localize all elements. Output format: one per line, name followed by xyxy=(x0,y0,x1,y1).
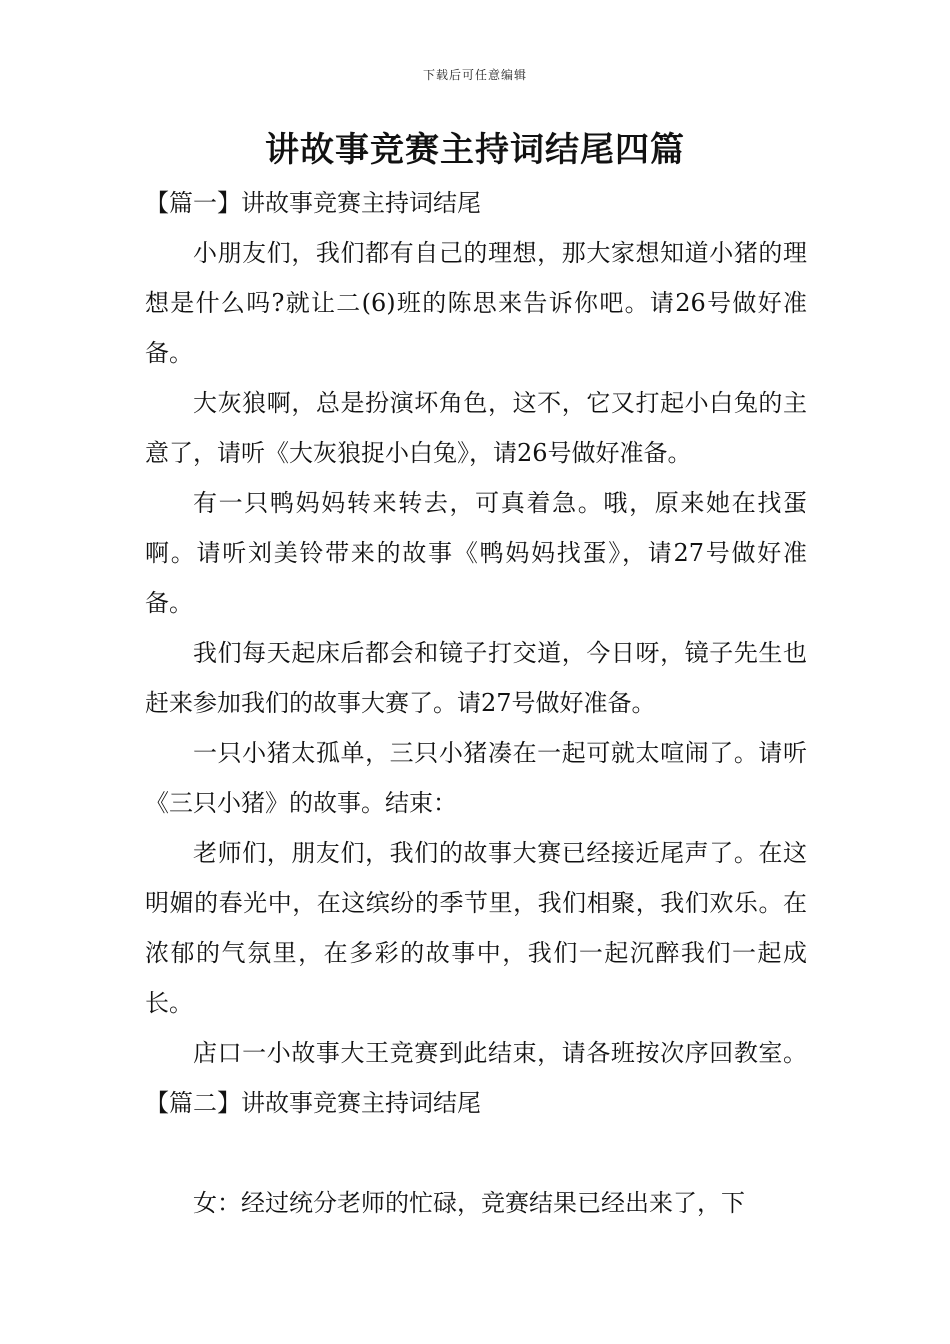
paragraph: 我们每天起床后都会和镜子打交道，今日呀，镜子先生也赶来参加我们的故事大赛了。请27号做好准备。 xyxy=(145,639,807,717)
paragraph: 店口一小故事大王竞赛到此结束，请各班按次序回教室。【篇二】讲故事竞赛主持词结尾 xyxy=(145,1039,807,1117)
paragraph: 小朋友们，我们都有自己的理想，那大家想知道小猪的理想是什么吗?就让二(6)班的陈思来告诉你吧。请26号做好准备。 xyxy=(145,239,807,367)
section-heading: 【篇一】讲故事竞赛主持词结尾 xyxy=(145,189,481,217)
paragraph-gap xyxy=(145,1128,807,1178)
paragraph: 一只小猪太孤单，三只小猪凑在一起可就太喧闹了。请听《三只小猪》的故事。结束： xyxy=(145,739,807,817)
paragraph: 有一只鸭妈妈转来转去，可真着急。哦，原来她在找蛋啊。请听刘美铃带来的故事《鸭妈妈找蛋》，请27号做好准备。 xyxy=(145,489,807,617)
paragraph: 大灰狼啊，总是扮演坏角色，这不，它又打起小白兔的主意了，请听《大灰狼捉小白兔》，请26号做好准备。 xyxy=(145,389,807,467)
document-title: 讲故事竞赛主持词结尾四篇 xyxy=(265,130,685,170)
paragraph: 老师们，朋友们，我们的故事大赛已经接近尾声了。在这明媚的春光中，在这缤纷的季节里，我们相聚，我们欢乐。在浓郁的气氛里，在多彩的故事中，我们一起沉醉我们一起成长。 xyxy=(145,839,807,1017)
document-body xyxy=(145,178,807,1228)
header-note: 下载后可任意编辑 xyxy=(422,68,527,82)
paragraph: 女：经过统分老师的忙碌，竞赛结果已经出来了，下 xyxy=(193,1189,745,1217)
